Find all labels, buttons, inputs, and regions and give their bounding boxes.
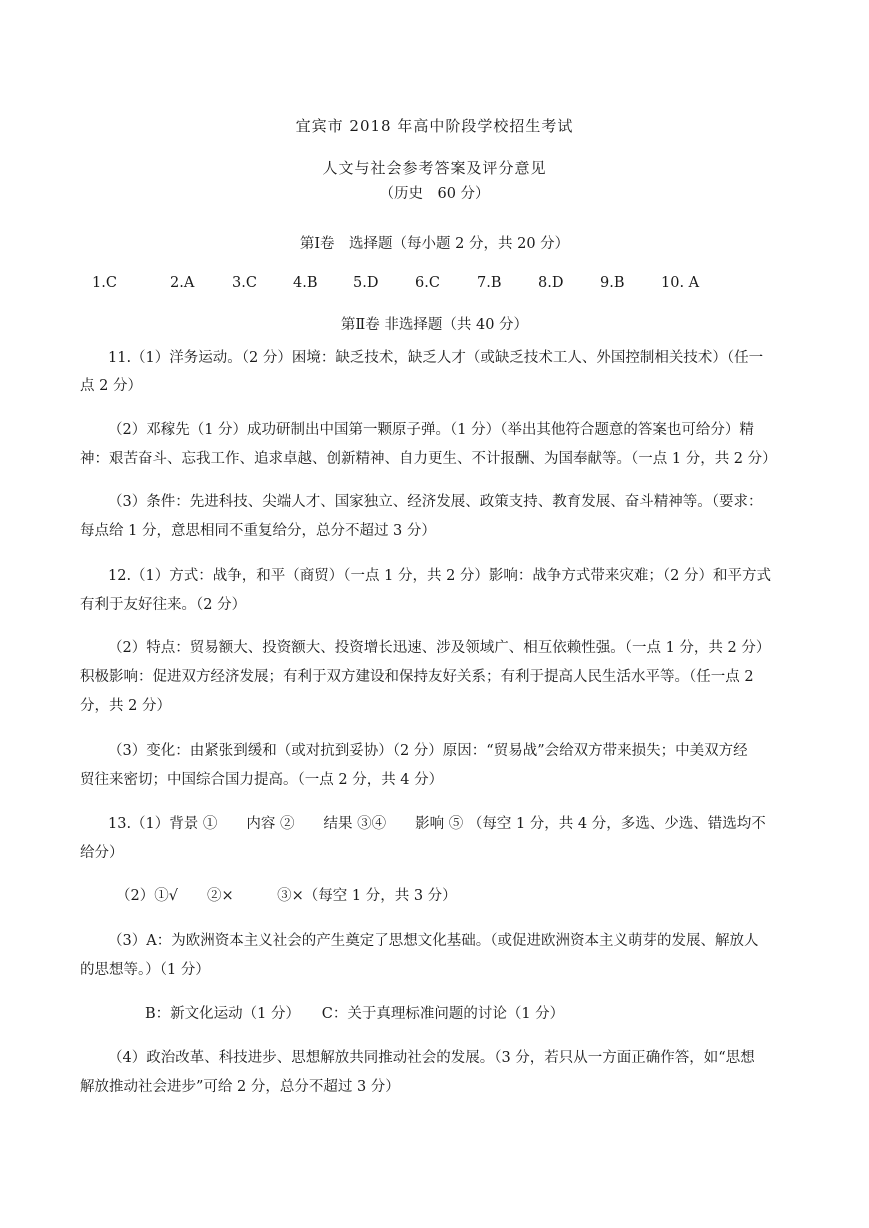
answer-item: 9.B [600,275,625,291]
q11-3-line1: （3）条件：先进科技、尖端人才、国家独立、经济发展、政策支持、教育发展、奋斗精神等。（要求： [108,494,763,510]
q13-3-line3: B：新文化运动（1 分） C：关于真理标准问题的讨论（1 分） [145,1006,565,1022]
q13-3-line1: （3）A：为欧洲资本主义社会的产生奠定了思想文化基础。（或促进欧洲资本主义萌芽的发展、解放人 [108,933,759,949]
q13-1-line2: 给分） [80,845,124,861]
answer-item: 6.C [415,275,440,291]
answer-item: 8.D [538,275,564,291]
q11-1-line2: 点 2 分） [80,378,142,394]
q12-3-line2: 贸往来密切；中国综合国力提高。（一点 2 分，共 4 分） [80,772,444,788]
q11-2-line1: （2）邓稼先（1 分）成功研制出中国第一颗原子弹。（1 分）（举出其他符合题意的答案也可给分）精 [108,422,754,438]
q12-2-line2: 积极影响：促进双方经济发展；有利于双方建设和保持友好关系；有利于提高人民生活水平等。（任一点 2 [80,669,754,685]
answer-key-title: 人文与社会参考答案及评分意见 [322,159,547,177]
q12-3-line1: （3）变化：由紧张到缓和（或对抗到妥协）（2 分）原因：“贸易战”会给双方带来损失；中美双方经 [108,743,748,759]
answer-item: 1.C [92,275,117,291]
q13-4-line2: 解放推动社会进步”可给 2 分，总分不超过 3 分） [80,1079,400,1095]
q11-1-line1: 11.（1）洋务运动。（2 分）困境：缺乏技术，缺乏人才（或缺乏技术工人、外国控制相关技术）（任一 [108,350,764,366]
q13-3-line2: 的思想等。）（1 分） [80,962,210,978]
answer-item: 3.C [232,275,257,291]
q13-1-line1: 13.（1）背景 ① 内容 ② 结果 ③④ 影响 ⑤ （每空 1 分，共 4 分，多选、少选、错选均不 [108,816,766,832]
q13-2-line: （2）①√ ②× ③×（每空 1 分，共 3 分） [116,888,457,904]
q12-2-line1: （2）特点：贸易额大、投资额大、投资增长迅速、涉及领域广、相互依赖性强。（一点 1 分，共 2 分） [108,640,771,656]
q12-1-line2: 有利于友好往来。（2 分） [80,597,247,613]
answer-item: 7.B [477,275,502,291]
answer-item: 10. A [661,275,700,291]
q12-1-line1: 12.（1）方式：战争，和平（商贸）（一点 1 分，共 2 分）影响：战争方式带来灾难；（2 分）和平方式 [108,568,772,584]
section-1-title: 第Ⅰ卷 选择题（每小题 2 分，共 20 分） [299,236,570,252]
answer-item: 4.B [293,275,318,291]
answer-item: 5.D [353,275,379,291]
q13-4-line1: （4）政治改革、科技进步、思想解放共同推动社会的发展。（3 分，若只从一方面正确作答，如“思想 [108,1050,755,1066]
exam-title: 宜宾市 2018 年高中阶段学校招生考试 [295,117,574,135]
q12-2-line3: 分，共 2 分） [80,698,171,714]
q11-3-line2: 每点给 1 分，意思相同不重复给分，总分不超过 3 分） [80,523,436,539]
subject-score: （历史 60 分） [379,186,490,202]
answer-item: 2.A [170,275,195,291]
q11-2-line2: 神：艰苦奋斗、忘我工作、追求卓越、创新精神、自力更生、不计报酬、为国奉献等。（一点 1 分，共 2 分） [80,451,777,467]
section-2-title: 第Ⅱ卷 非选择题（共 40 分） [340,317,529,333]
